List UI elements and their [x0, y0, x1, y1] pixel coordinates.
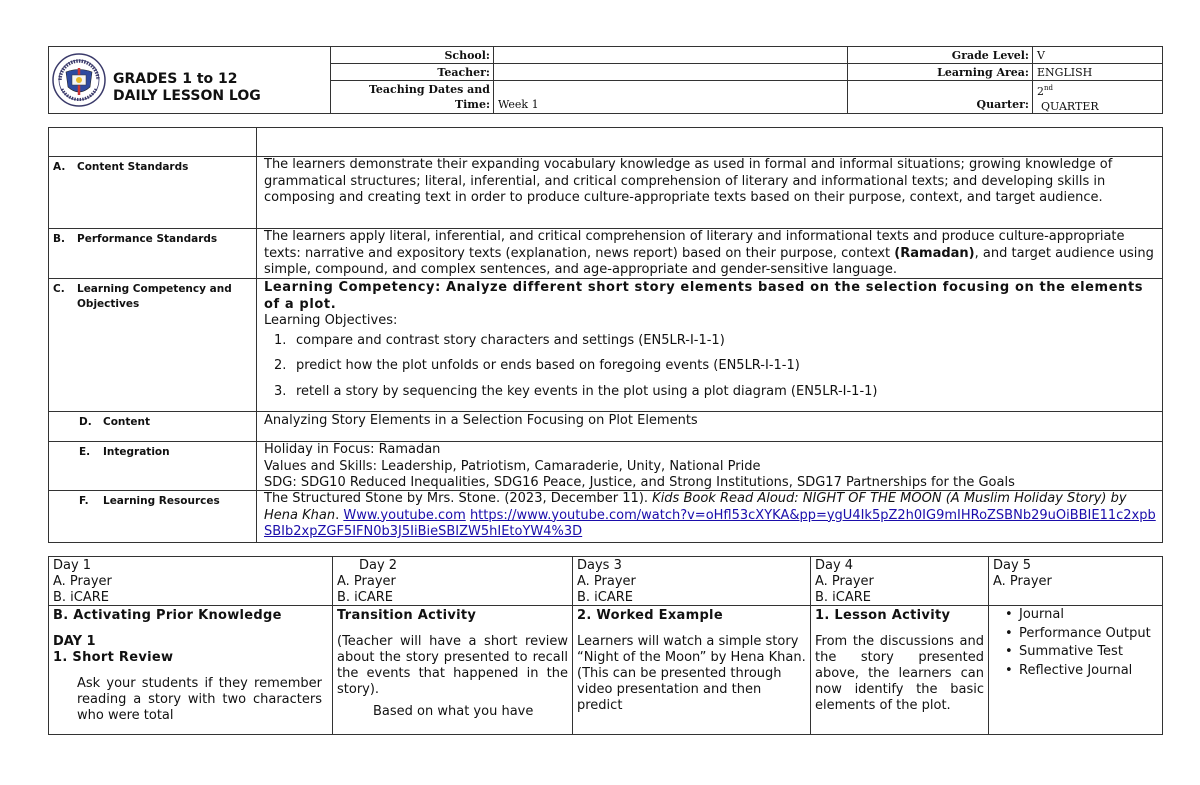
objective-item: 2. predict how the plot unfolds or ends based on foregoing events (EN5LR-I-1-1) — [274, 358, 800, 373]
deped-seal-icon — [52, 53, 106, 107]
learning-area-label: Learning Area: — [848, 64, 1033, 80]
performance-standards-text: The learners apply literal, inferential, and critical comprehension of literary and informational texts and produce culture-appropriate texts: narrative and expository texts (explanation, news report) based on their purpose, context (Ramadan), and target audience using simple, compound, and complex sentences, and age-appropriate and gender-sensitive language. — [264, 229, 1154, 277]
quarter-suffix: nd — [1044, 84, 1053, 92]
day-3-header — [573, 557, 810, 606]
teaching-dates-value[interactable]: Week 1 — [494, 81, 848, 113]
resource-link-full[interactable]: https://www.youtube.com/watch?v=oHfl53cXYKA&pp=ygU4Ik5pZ2h0IG9mIHRoZSBNb29uOiBBIE11c2xpbSBIb2xpZGF5IFN0b3J5IiBieSBIZW5hIEtoYW4%3D — [264, 507, 1156, 539]
resource-link-short[interactable]: Www.youtube.com — [343, 507, 466, 523]
day-4-column — [811, 557, 989, 734]
list-item: • Summative Test — [999, 643, 1158, 662]
content-text: Analyzing Story Elements in a Selection Focusing on Plot Elements — [264, 413, 698, 428]
grade-level-label: Grade Level: — [848, 47, 1033, 63]
day-label: Day 5 — [993, 558, 1032, 573]
performance-standards-label: B. Performance Standards — [49, 229, 257, 278]
day-1-header — [49, 557, 332, 606]
objective-item: 1. compare and contrast story characters and settings (EN5LR-I-1-1) — [274, 332, 725, 348]
quarter-value[interactable] — [1033, 81, 1163, 113]
school-value[interactable] — [494, 47, 848, 63]
header-info-grid — [331, 47, 1163, 113]
resources-content: The Structured Stone by Mrs. Stone. (2023, December 11). Kids Book Read Aloud: NIGHT OF THE MOON (A Muslim Holiday Story) by Hena Khan. Www.youtube.com https://www.youtube.com/watch?v=oHfl53cXYKA&pp=ygU4Ik5pZ2h0IG9mIHRoZSBNb29uOiBBIE11c2xpbSBIb2xpZGF5IFN0b3J5IiBieSBIZW5hIEtoYW4%3D — [264, 491, 1156, 539]
day-1-body — [49, 606, 332, 726]
integration-holiday: Holiday in Focus: Ramadan — [264, 442, 441, 457]
prayer-label: A. Prayer — [577, 574, 636, 589]
quarter-word: QUARTER — [1041, 100, 1099, 113]
activity-text: Ask your students if they remember reading a story with two characters who were total — [77, 676, 322, 723]
integration-row — [49, 442, 1162, 491]
header-branding — [49, 47, 331, 113]
competency-content — [258, 279, 1162, 411]
competency-row — [49, 279, 1162, 412]
objective-item: 3. retell a story by sequencing the key events in the plot using a plot diagram (EN5LR-I-1-1) — [274, 383, 878, 399]
day-label: Day 4 — [815, 558, 854, 573]
day-2-body — [333, 606, 572, 722]
teaching-dates-label — [331, 81, 494, 113]
header-row-school — [331, 47, 1163, 64]
dll-header — [48, 46, 1163, 114]
integration-label: E. Integration — [49, 442, 257, 490]
quarter-label: Quarter: — [848, 81, 1033, 113]
integration-values: Values and Skills: Leadership, Patriotism, Camaraderie, Unity, National Pride — [264, 458, 761, 474]
integration-sdg: SDG: SDG10 Reduced Inequalities, SDG16 Peace, Justice, and Strong Institutions, SDG17 Partnerships for the Goals — [264, 475, 1015, 490]
performance-standards-row — [49, 229, 1162, 279]
resources-row — [49, 491, 1162, 542]
school-label: School: — [331, 47, 494, 63]
prayer-label: A. Prayer — [337, 574, 396, 589]
header-row-teacher — [331, 64, 1163, 81]
icare-label: B. iCARE — [337, 590, 394, 605]
day-4-header — [811, 557, 988, 606]
competency-heading: Learning Competency: Analyze different short story elements based on the selection focusing on the elements of a plot. — [264, 280, 1144, 312]
grade-level-value[interactable]: V — [1037, 49, 1045, 62]
content-standards-text: The learners demonstrate their expanding vocabulary knowledge as used in formal and informal situations; growing knowledge of grammatical structures; literal, inferential, and critical comprehension of literary and informational texts; and developing skills in composing and creating text in order to produce culture-appropriate texts based on their purpose, context, and target audience. — [264, 157, 1113, 205]
day-subheading: DAY 1 — [53, 634, 96, 649]
list-item: • Performance Output — [999, 625, 1158, 644]
section-title: 1. Lesson Activity — [815, 608, 951, 623]
prayer-label: A. Prayer — [993, 574, 1052, 589]
table-header-row — [49, 128, 1162, 157]
title-line-1: GRADES 1 to 12 — [113, 71, 238, 87]
header-row-dates — [331, 81, 1163, 113]
lesson-standards-table — [48, 127, 1163, 543]
section-title: Transition Activity — [337, 608, 477, 623]
title-line-2: DAILY LESSON LOG — [113, 88, 261, 104]
content-standards-row — [49, 157, 1162, 229]
learning-area-value[interactable]: ENGLISH — [1037, 66, 1093, 79]
day-2-header — [333, 557, 572, 606]
day-5-column — [989, 557, 1162, 734]
content-standards-label: A. Content Standards — [49, 157, 257, 228]
integration-content — [258, 442, 1162, 490]
section-title: B. Activating Prior Knowledge — [53, 608, 282, 623]
day-3-body — [573, 606, 810, 716]
teaching-dates-label-line2: Time: — [454, 98, 490, 111]
day-1-column — [49, 557, 333, 734]
icare-label: B. iCARE — [815, 590, 872, 605]
competency-label: C. Learning Competency and Objectives — [49, 279, 257, 411]
prayer-label: A. Prayer — [815, 574, 874, 589]
activity-text-2: Based on what you have — [373, 704, 534, 719]
activity-text: Learners will watch a simple story “Night of the Moon” by Hena Khan. (This can be presented through video presentation and then predict — [577, 634, 806, 713]
content-label: D. Content — [49, 412, 257, 441]
activity-title: 1. Short Review — [53, 650, 174, 665]
day-5-body — [989, 606, 1162, 682]
objectives-label: Learning Objectives: — [264, 313, 398, 328]
icare-label: B. iCARE — [577, 590, 634, 605]
list-item: • Journal — [999, 606, 1158, 625]
day-label: Days 3 — [577, 558, 622, 573]
teacher-label: Teacher: — [331, 64, 494, 80]
content-row — [49, 412, 1162, 442]
daily-plan-grid — [48, 556, 1163, 735]
activity-text: From the discussions and the story presented above, the learners can now identify the basic elements of the plot. — [815, 634, 984, 713]
resource-title: Kids Book Read Aloud: NIGHT OF THE MOON (A Muslim Holiday Story) by Hena Khan — [264, 491, 1127, 523]
dll-title — [113, 71, 261, 105]
blank-header-label — [49, 128, 257, 156]
teacher-value[interactable] — [494, 64, 848, 80]
day-label: Day 2 — [359, 558, 398, 573]
list-item: • Reflective Journal — [999, 662, 1158, 681]
day-2-column — [333, 557, 573, 734]
resources-label: F. Learning Resources — [49, 491, 257, 542]
assessment-list — [993, 606, 1158, 680]
day-5-header — [989, 557, 1162, 606]
teaching-dates-label-line1: Teaching Dates and — [368, 83, 490, 96]
section-title: 2. Worked Example — [577, 608, 723, 623]
day-label: Day 1 — [53, 558, 92, 573]
day-3-column — [573, 557, 811, 734]
icare-label: B. iCARE — [53, 590, 110, 605]
activity-text: (Teacher will have a short review about the story presented to recall the events that happened in the story). — [337, 634, 568, 697]
objectives-list — [264, 333, 1156, 401]
quarter-number: 2 — [1037, 85, 1044, 98]
day-4-body — [811, 606, 988, 716]
prayer-label: A. Prayer — [53, 574, 112, 589]
blank-header-value — [258, 128, 1162, 156]
